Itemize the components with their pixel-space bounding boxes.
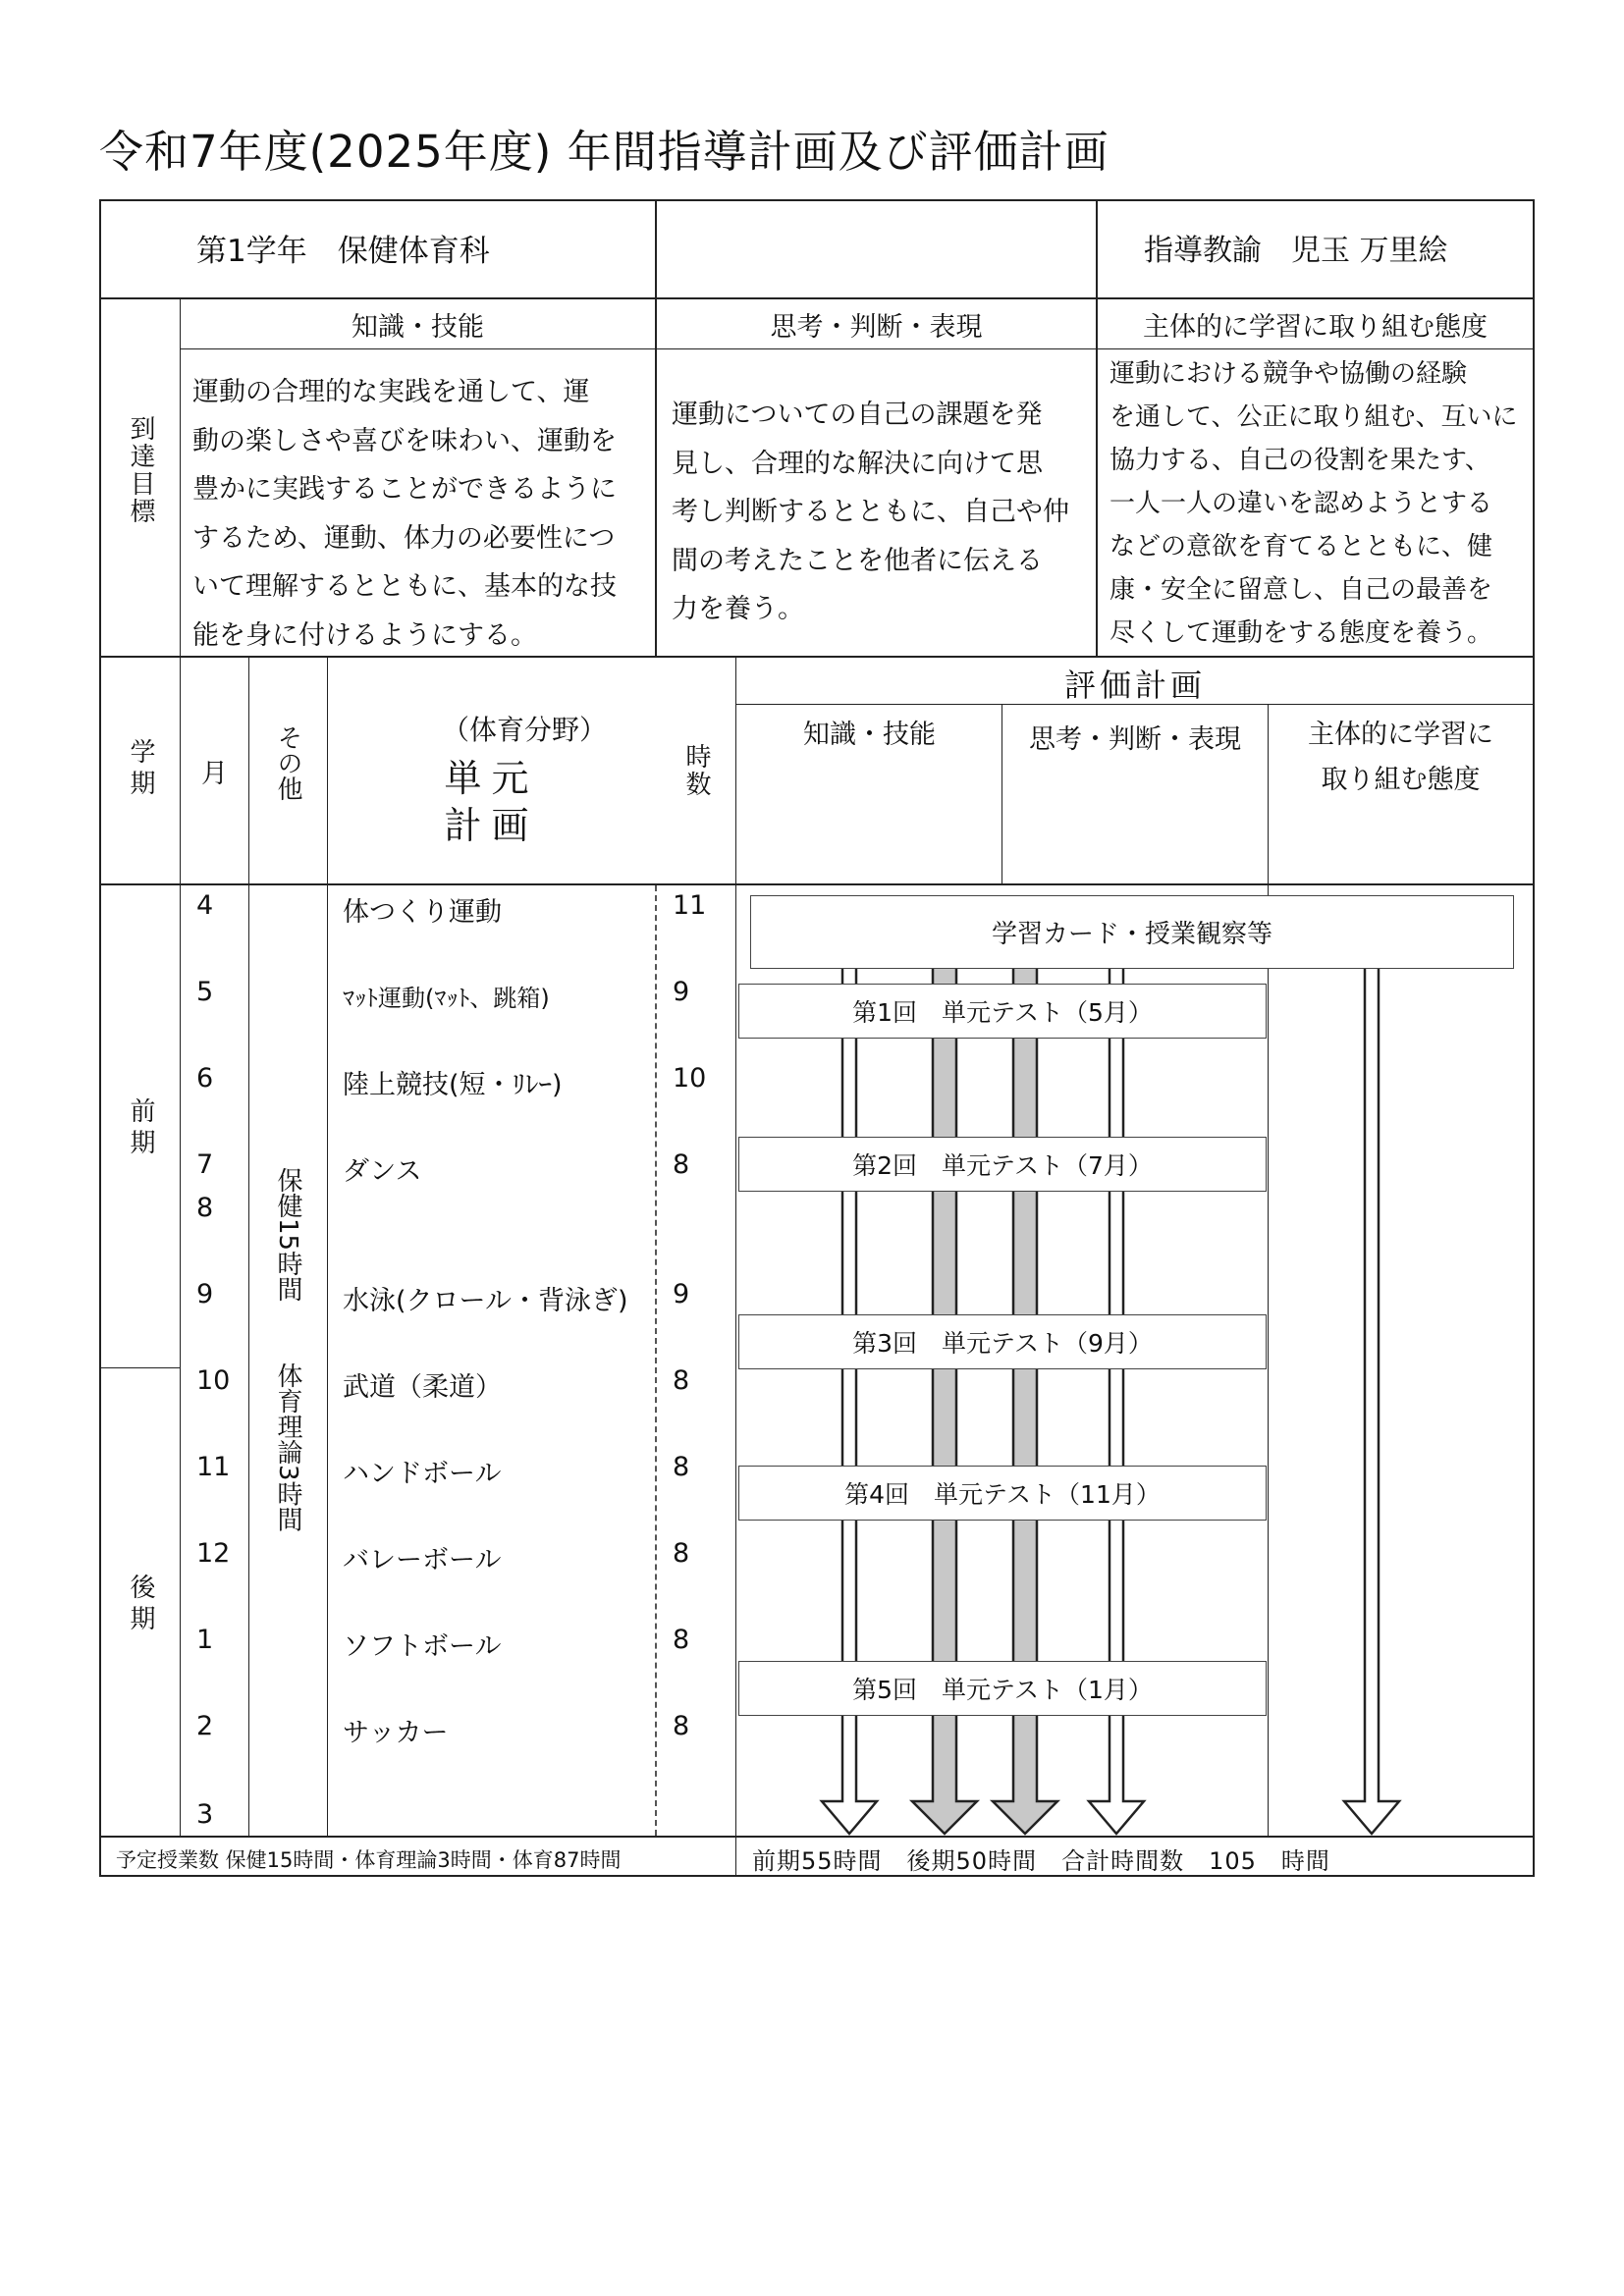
hours-1: 11 bbox=[673, 890, 707, 921]
unit-4: ダンス bbox=[343, 1156, 422, 1187]
term-first: 前期 bbox=[126, 1097, 155, 1160]
other-health: 保健15時間 bbox=[273, 1167, 302, 1303]
unit-7: ハンドボール bbox=[343, 1459, 502, 1489]
eval-header-knowledge: 知識・技能 bbox=[803, 720, 936, 750]
hours-2: 9 bbox=[673, 977, 690, 1007]
page-title: 令和7年度(2025年度) 年間指導計画及び評価計画 bbox=[99, 126, 1110, 178]
unit-1: 体つくり運動 bbox=[343, 897, 502, 928]
goal-header-thinking: 思考・判断・表現 bbox=[770, 312, 983, 343]
other-theory: 体育理論3時間 bbox=[273, 1362, 302, 1532]
unit-test-5: 第5回 単元テスト（1月） bbox=[738, 1661, 1267, 1716]
eval-header-attitude-1: 主体的に学習に bbox=[1308, 720, 1493, 750]
teacher-name: 指導教諭 児玉 万里絵 bbox=[1144, 234, 1448, 268]
unit-2: ﾏｯﾄ運動(ﾏｯﾄ、跳箱) bbox=[343, 985, 550, 1012]
eval-header-attitude-2: 取り組む態度 bbox=[1321, 765, 1481, 795]
month-9: 9 bbox=[196, 1279, 214, 1309]
unit-main-header-2: 計画 bbox=[444, 804, 539, 847]
month-header: 月 bbox=[201, 759, 228, 789]
footer-planned-lessons: 予定授業数 保健15時間・体育理論3時間・体育87時間 bbox=[116, 1848, 622, 1872]
hours-6: 8 bbox=[673, 1365, 690, 1396]
unit-8: バレーボール bbox=[343, 1545, 502, 1575]
month-3: 3 bbox=[196, 1799, 214, 1830]
footer-total-hours: 前期55時間 後期50時間 合計時間数 105 時間 bbox=[752, 1847, 1330, 1875]
eval-title: 評価計画 bbox=[1063, 667, 1206, 704]
month-10: 10 bbox=[196, 1365, 231, 1396]
unit-3: 陸上競技(短・ﾘﾚｰ) bbox=[343, 1070, 563, 1100]
unit-main-header-1: 単元 bbox=[444, 757, 539, 800]
month-6: 6 bbox=[196, 1063, 214, 1094]
unit-test-4: 第4回 単元テスト（11月） bbox=[738, 1466, 1267, 1521]
goal-knowledge-text: 運動の合理的な実践を通して、運 動の楽しさや喜びを味わい、運動を 豊かに実践することができるように するため、運動、体力の必要性につ いて理解するとともに、基本的な技 能を身に付けるようにする。 bbox=[192, 377, 617, 651]
month-12: 12 bbox=[196, 1538, 231, 1569]
hours-header: 時数 bbox=[681, 743, 711, 798]
hours-9: 8 bbox=[673, 1625, 690, 1655]
unit-10: サッカー bbox=[343, 1718, 449, 1748]
goal-side-label: 到達目標 bbox=[126, 415, 155, 525]
unit-9: ソフトボール bbox=[343, 1631, 502, 1662]
month-11: 11 bbox=[196, 1452, 231, 1482]
hours-7: 8 bbox=[673, 1452, 690, 1482]
hours-10: 8 bbox=[673, 1711, 690, 1741]
hours-4: 8 bbox=[673, 1149, 690, 1180]
grade-subject: 第1学年 保健体育科 bbox=[196, 234, 490, 269]
term-second: 後期 bbox=[126, 1574, 155, 1636]
month-8: 8 bbox=[196, 1193, 214, 1223]
arrow-attitude bbox=[1344, 962, 1399, 1834]
unit-5: 水泳(クロール・背泳ぎ) bbox=[343, 1286, 628, 1316]
hours-5: 9 bbox=[673, 1279, 690, 1309]
term-header: 学期 bbox=[126, 738, 155, 801]
goal-attitude-text: 運動における競争や協働の経験 を通して、公正に取り組む、互いに 協力する、自己の役割を果たす、 一人一人の違いを認めようとする などの意欲を育てるとともに、健 康・安全に留意し、自己の最善を 尽くして運動をする態度を養う。 bbox=[1110, 359, 1518, 648]
hours-8: 8 bbox=[673, 1538, 690, 1569]
other-header: その他 bbox=[273, 724, 302, 801]
month-7: 7 bbox=[196, 1149, 214, 1180]
month-1: 1 bbox=[196, 1625, 214, 1655]
goal-header-knowledge: 知識・技能 bbox=[352, 312, 484, 343]
eval-card-box: 学習カード・授業観察等 bbox=[750, 895, 1514, 969]
month-4: 4 bbox=[196, 890, 214, 921]
unit-test-1: 第1回 単元テスト（5月） bbox=[738, 984, 1267, 1039]
month-5: 5 bbox=[196, 977, 214, 1007]
unit-test-3: 第3回 単元テスト（9月） bbox=[738, 1314, 1267, 1369]
unit-sub-header: （体育分野） bbox=[441, 714, 607, 746]
unit-test-2: 第2回 単元テスト（7月） bbox=[738, 1137, 1267, 1192]
eval-header-thinking: 思考・判断・表現 bbox=[1029, 724, 1241, 755]
month-2: 2 bbox=[196, 1711, 214, 1741]
goal-header-attitude: 主体的に学習に取り組む態度 bbox=[1143, 312, 1488, 343]
goal-thinking-text: 運動についての自己の課題を発 見し、合理的な解決に向けて思 考し判断するとともに、自己や仲 間の考えたことを他者に伝える 力を養う。 bbox=[672, 400, 1069, 624]
hours-3: 10 bbox=[673, 1063, 707, 1094]
unit-6: 武道（柔道） bbox=[343, 1372, 502, 1403]
